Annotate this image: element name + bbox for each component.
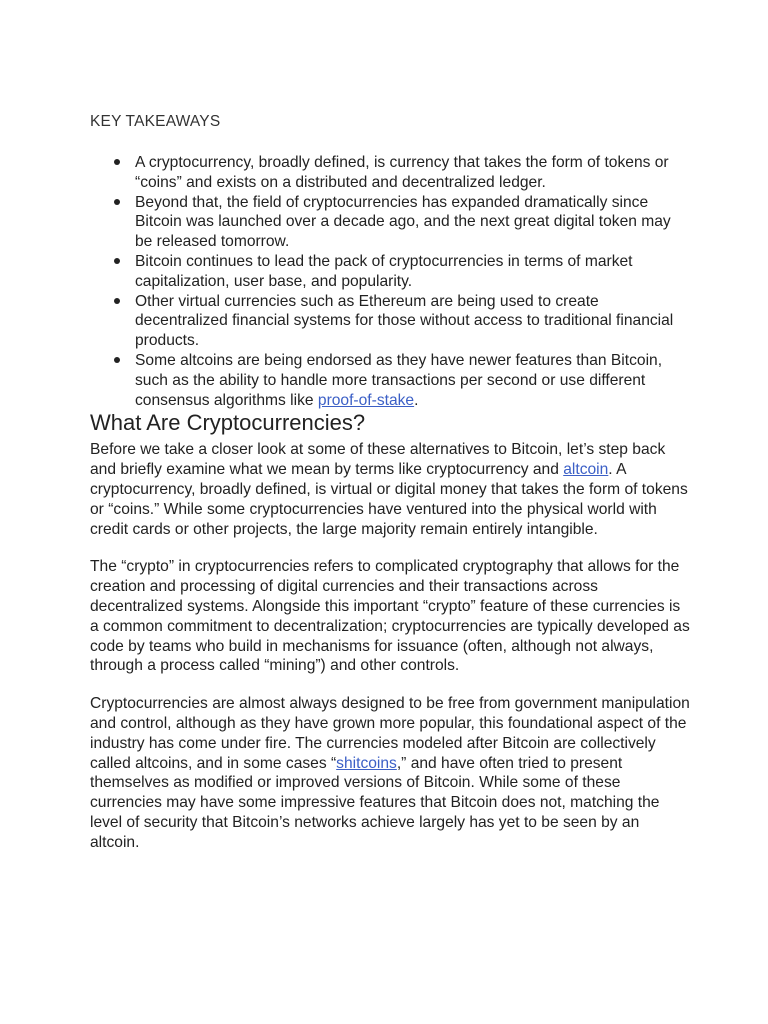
paragraph-text: The “crypto” in cryptocurrencies refers to complicated cryptography that allows for the creation and processing of digital currencies and their transactions across decentralized systems. Alongside this important “crypto” feature of these currencies is a common commitment to decentralization; cryptocurrencies are typically developed as code by teams who build in mechanisms for issuance (often, although not always, through a process called “mining”) and other controls.	[90, 558, 690, 675]
takeaway-text-end: .	[414, 391, 419, 409]
bullet-icon	[114, 357, 120, 363]
takeaway-text: A cryptocurrency, broadly defined, is currency that takes the form of tokens or “coins” and exists on a distributed and decentralized ledger.	[135, 154, 669, 191]
key-takeaways-label: KEY TAKEAWAYS	[90, 113, 221, 130]
takeaway-item	[90, 153, 690, 193]
takeaway-text: Other virtual currencies such as Ethereum are being used to create decentralized financial systems for those without access to traditional financial products.	[135, 292, 674, 350]
paragraph-text: Before we take a closer look at some of these alternatives to Bitcoin, let’s step back and briefly examine what we mean by terms like cryptocurrency and	[90, 441, 666, 479]
altcoin-link[interactable]: altcoin	[563, 461, 609, 479]
paragraph-text: Cryptocurrencies are almost always designed to be free from government manipulation and control, although as they have grown more popular, this foundational aspect of the industry has come under fire. The currencies modeled after Bitcoin are collectively called altcoins, and in some cases “	[90, 695, 690, 772]
document-page	[90, 112, 690, 871]
takeaway-item	[90, 252, 690, 292]
paragraph-text: ,” and have often tried to present themselves as modified or improved versions of Bitcoin. While some of these currencies may have some impressive features that Bitcoin does not, matching the level of security that Bitcoin’s networks achieve largely has yet to be seen by an altcoin.	[90, 754, 660, 851]
shitcoins-link[interactable]: shitcoins	[336, 754, 397, 772]
takeaway-item	[90, 292, 690, 351]
takeaway-text: Bitcoin continues to lead the pack of cryptocurrencies in terms of market capitalization, user base, and popularity.	[135, 252, 633, 290]
takeaway-text: Some altcoins are being endorsed as they have newer features than Bitcoin, such as the ability to handle more transactions per second or use different consensus algorithms like	[135, 351, 663, 409]
bullet-icon	[114, 199, 120, 205]
proof-of-stake-link[interactable]: proof-of-stake	[317, 391, 415, 409]
bullet-icon	[114, 258, 120, 264]
body-paragraph	[90, 440, 690, 539]
takeaway-item	[90, 193, 690, 252]
bullet-icon	[114, 159, 120, 165]
takeaway-text: Beyond that, the field of cryptocurrencies has expanded dramatically since Bitcoin was launched over a decade ago, and the next great digital token may be released tomorrow.	[135, 193, 671, 251]
paragraph-text: . A cryptocurrency, broadly defined, is virtual or digital money that takes the form of tokens or “coins.” While some cryptocurrencies have ventured into the physical world with credit cards or other projects, the large majority remain entirely intangible.	[90, 461, 688, 538]
takeaways-list	[90, 153, 690, 410]
bullet-icon	[114, 298, 120, 304]
takeaway-item	[90, 351, 690, 410]
body-paragraph	[90, 557, 690, 676]
section-heading: What Are Cryptocurrencies?	[90, 410, 366, 436]
body-paragraph	[90, 694, 690, 852]
